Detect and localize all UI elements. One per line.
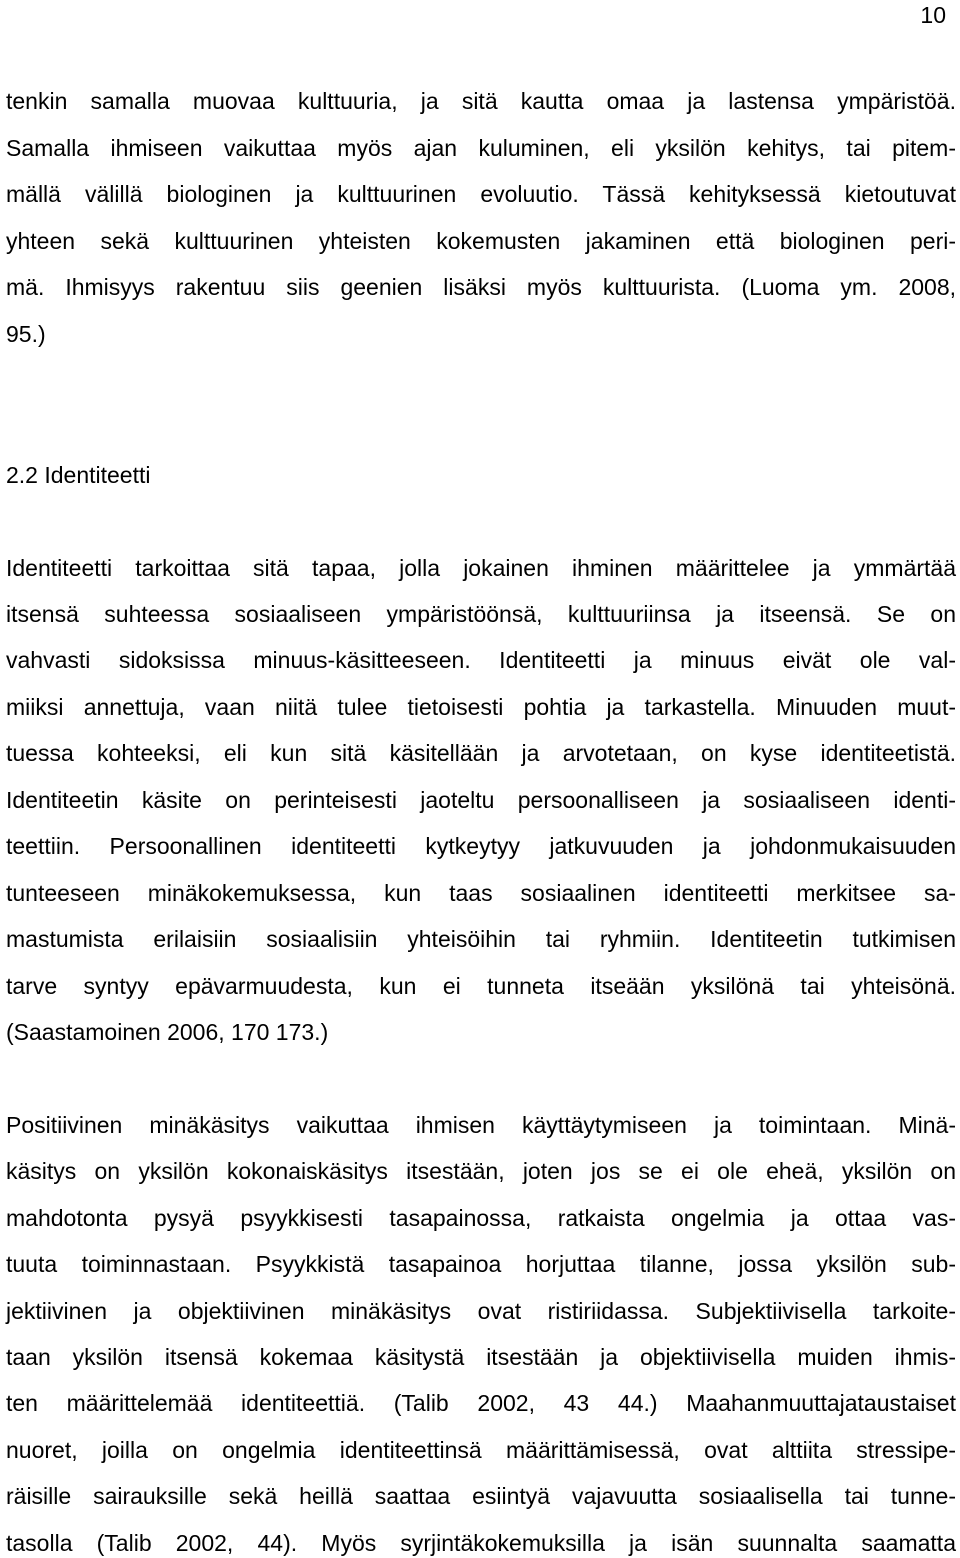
- text-line: räisille sairauksille sekä heillä saattaa esiintyä vajavuutta sosiaalisella tai tunne-: [6, 1483, 956, 1509]
- text-line: tasolla (Talib 2002, 44). Myös syrjintäkokemuksilla ja isän suunnalta saamatta: [6, 1530, 956, 1556]
- text-line: vahvasti sidoksissa minuus-käsitteeseen. Identiteetti ja minuus eivät ole val-: [6, 647, 956, 673]
- text-line: yhteen sekä kulttuurinen yhteisten kokemusten jakaminen että biologinen peri-: [6, 228, 956, 254]
- text-line: tuessa kohteeksi, eli kun sitä käsitellään ja arvotetaan, on kyse identiteetistä.: [6, 740, 956, 766]
- text-line: jektiivinen ja objektiivinen minäkäsitys ovat ristiriidassa. Subjektiivisella tarkoite-: [6, 1298, 956, 1324]
- text-line: mä. Ihmisyys rakentuu siis geenien lisäksi myös kulttuurista. (Luoma ym. 2008,: [6, 274, 956, 300]
- text-line: Identiteetin käsite on perinteisesti jaoteltu persoonalliseen ja sosiaaliseen identi-: [6, 787, 956, 813]
- text-line: itsensä suhteessa sosiaaliseen ympäristöönsä, kulttuuriinsa ja itseensä. Se on: [6, 601, 956, 627]
- text-line: käsitys on yksilön kokonaiskäsitys itsestään, joten jos se ei ole eheä, yksilön on: [6, 1158, 956, 1184]
- text-line: tunteeseen minäkokemuksessa, kun taas sosiaalinen identiteetti merkitsee sa-: [6, 880, 956, 906]
- text-line: miiksi annettuja, vaan niitä tulee tietoisesti pohtia ja tarkastella. Minuuden muut-: [6, 694, 956, 720]
- text-line: nuoret, joilla on ongelmia identiteettinsä määrittämisessä, ovat alttiita stressipe-: [6, 1437, 956, 1463]
- text-line: Identiteetti tarkoittaa sitä tapaa, jolla jokainen ihminen määrittelee ja ymmärtää: [6, 555, 956, 581]
- text-line: 95.): [6, 321, 46, 347]
- section-heading: 2.2 Identiteetti: [6, 462, 151, 488]
- text-line: mällä välillä biologinen ja kulttuurinen evoluutio. Tässä kehityksessä kietoutuvat: [6, 181, 956, 207]
- text-line: taan yksilön itsensä kokemaa käsitystä itsestään ja objektiivisella muiden ihmis-: [6, 1344, 956, 1370]
- text-line: teettiin. Persoonallinen identiteetti kytkeytyy jatkuvuuden ja johdonmukaisuuden: [6, 833, 956, 859]
- text-line: Samalla ihmiseen vaikuttaa myös ajan kuluminen, eli yksilön kehitys, tai pitem-: [6, 135, 956, 161]
- text-line: Positiivinen minäkäsitys vaikuttaa ihmisen käyttäytymiseen ja toimintaan. Minä-: [6, 1112, 956, 1138]
- text-line: mahdotonta pysyä psyykkisesti tasapainossa, ratkaista ongelmia ja ottaa vas-: [6, 1205, 956, 1231]
- page-number: 10: [920, 2, 946, 28]
- text-line: tenkin samalla muovaa kulttuuria, ja sitä kautta omaa ja lastensa ympäristöä.: [6, 88, 956, 114]
- text-line: tarve syntyy epävarmuudesta, kun ei tunneta itseään yksilönä tai yhteisönä.: [6, 973, 956, 999]
- text-line: mastumista erilaisiin sosiaalisiin yhteisöihin tai ryhmiin. Identiteetin tutkimisen: [6, 926, 956, 952]
- text-line: tuuta toiminnastaan. Psyykkistä tasapainoa horjuttaa tilanne, jossa yksilön sub-: [6, 1251, 956, 1277]
- text-line: (Saastamoinen 2006, 170 173.): [6, 1019, 329, 1045]
- text-line: ten määrittelemää identiteettiä. (Talib 2002, 43 44.) Maahanmuuttajataustaiset: [6, 1390, 956, 1416]
